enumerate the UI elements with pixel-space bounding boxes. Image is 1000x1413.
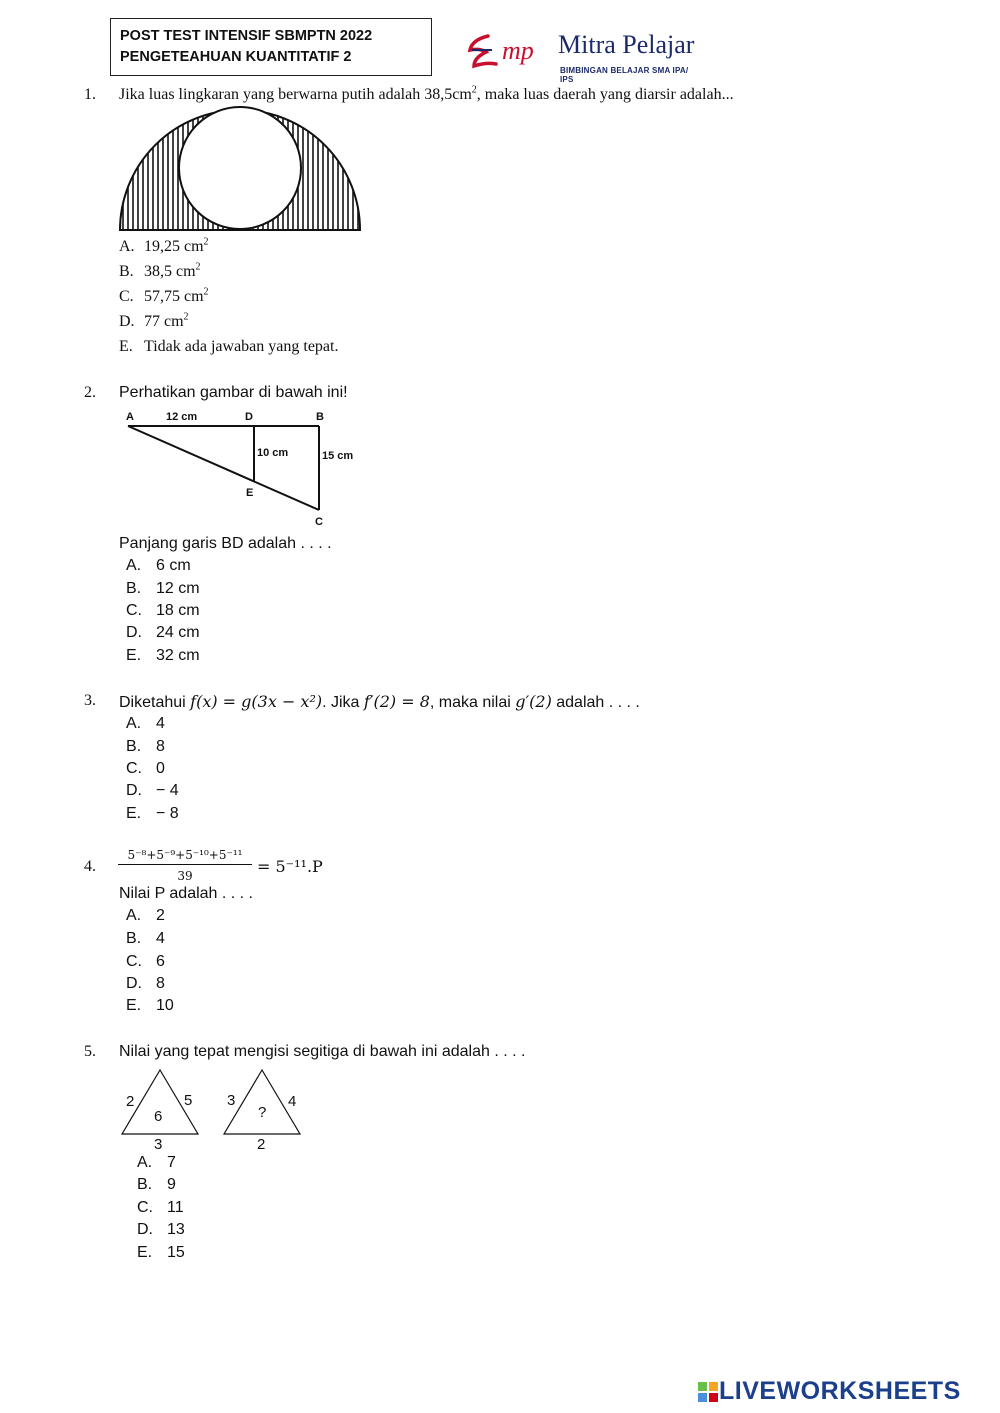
question-2-option-e[interactable] (126, 647, 200, 665)
question-2-prompt: Panjang garis BD adalah . . . . (119, 535, 332, 552)
question-4-option-c[interactable] (126, 953, 165, 971)
question-1-option-c[interactable] (119, 288, 209, 306)
option-letter: D. (137, 1221, 153, 1238)
question-3-option-e[interactable] (126, 805, 179, 823)
label-e: E (246, 487, 254, 499)
header-title-box (110, 18, 432, 76)
option-value: 11 (167, 1199, 184, 1216)
option-letter: A. (126, 557, 142, 574)
question-3-maka: , maka nilai (429, 694, 516, 711)
option-value: 6 (156, 953, 165, 970)
option-letter: E. (126, 997, 142, 1014)
logo-monogram: mp (502, 36, 534, 65)
triangle-1-right: 5 (184, 1092, 193, 1109)
option-letter: B. (126, 580, 142, 597)
logo-subtitle: BIMBINGAN BELAJAR SMA IPA/ IPS (560, 66, 689, 84)
option-letter: D. (126, 975, 142, 992)
option-value: 13 (167, 1221, 185, 1238)
question-2-option-c[interactable] (126, 602, 200, 620)
fraction-denominator: 39 (177, 869, 193, 883)
question-3-expr-fprime: f′(2) = 8 (363, 692, 430, 711)
option-letter: E. (126, 647, 142, 664)
option-value: 7 (167, 1154, 176, 1171)
question-3-expr-f: f(x) = g(3x − x²) (190, 692, 323, 711)
triangle-1-center: 6 (154, 1108, 163, 1125)
triangle-1-left: 2 (126, 1093, 135, 1110)
option-value: 19,25 cm (144, 238, 204, 255)
option-value: 0 (156, 760, 165, 777)
option-letter: E. (137, 1244, 153, 1261)
question-3-option-c[interactable] (126, 760, 165, 778)
option-letter: D. (126, 782, 142, 799)
option-sup: 2 (203, 236, 209, 248)
option-value: 8 (156, 738, 165, 755)
question-5-option-c[interactable] (137, 1199, 184, 1217)
option-value: 15 (167, 1244, 185, 1261)
question-1-number: 1. (84, 86, 96, 103)
option-value: 12 cm (156, 580, 200, 597)
option-letter: C. (119, 288, 134, 305)
option-letter: B. (126, 738, 142, 755)
option-value: 4 (156, 715, 165, 732)
option-letter: A. (137, 1154, 153, 1171)
question-1-option-b[interactable] (119, 263, 201, 281)
option-value: 38,5 cm (144, 263, 196, 280)
option-value: 2 (156, 907, 165, 924)
question-3-jika: . Jika (322, 694, 364, 711)
option-letter: E. (119, 338, 133, 355)
question-1-option-e[interactable] (119, 338, 338, 356)
option-value: 8 (156, 975, 165, 992)
question-2-option-d[interactable] (126, 624, 200, 642)
question-4-option-b[interactable] (126, 930, 165, 948)
triangle-1-bottom: 3 (154, 1136, 163, 1153)
liveworksheets-logo-icon (697, 1381, 719, 1403)
logo-brand-name: Mitra Pelajar (558, 30, 695, 59)
white-circle (179, 107, 301, 229)
option-letter: E. (126, 805, 142, 822)
question-3-number: 3. (84, 692, 96, 709)
option-value: Tidak ada jawaban yang tepat. (144, 338, 339, 355)
label-de-length: 10 cm (257, 447, 289, 459)
triangle-2-left: 3 (227, 1092, 236, 1109)
header-title-line2: PENGETEAHUAN KUANTITATIF 2 (120, 49, 352, 65)
label-c: C (315, 516, 323, 528)
question-1-option-a[interactable] (119, 238, 209, 256)
question-3-option-b[interactable] (126, 738, 165, 756)
option-value: 57,75 cm (144, 288, 204, 305)
triangle-similarity-figure (118, 404, 368, 532)
liveworksheets-brand: LIVEWORKSHEETS (719, 1377, 961, 1405)
triangle-2-right: 4 (288, 1093, 297, 1110)
option-sup: 2 (203, 286, 209, 298)
semicircle-hatched-figure (116, 104, 366, 234)
question-2-text: Perhatikan gambar di bawah ini! (119, 384, 348, 401)
option-value: 10 (156, 997, 174, 1014)
question-1-text-main: Jika luas lingkaran yang berwarna putih adalah 38,5cm (119, 86, 472, 103)
option-letter: D. (119, 313, 135, 330)
question-5-option-a[interactable] (137, 1154, 176, 1172)
option-letter: B. (137, 1176, 153, 1193)
question-5-option-b[interactable] (137, 1176, 176, 1194)
option-letter: D. (126, 624, 142, 641)
question-1-option-d[interactable] (119, 313, 189, 331)
option-value: 77 cm (144, 313, 184, 330)
option-letter: C. (126, 602, 142, 619)
question-4-option-d[interactable] (126, 975, 165, 993)
question-4-rhs: = 5⁻¹¹.P (257, 857, 323, 876)
liveworksheets-footer (697, 1377, 997, 1409)
option-value: 9 (167, 1176, 176, 1193)
option-letter: C. (126, 953, 142, 970)
question-2-option-a[interactable] (126, 557, 191, 575)
label-ad-length: 12 cm (166, 411, 198, 423)
question-3-option-d[interactable] (126, 782, 179, 800)
question-4-fraction (118, 848, 252, 883)
option-value: 24 cm (156, 624, 200, 641)
question-5-option-e[interactable] (137, 1244, 185, 1262)
label-a: A (126, 411, 134, 423)
question-5-option-d[interactable] (137, 1221, 185, 1239)
option-sup: 2 (195, 261, 201, 273)
triangle-2-center: ? (258, 1104, 267, 1121)
question-5-text: Nilai yang tepat mengisi segitiga di bawah ini adalah . . . . (119, 1043, 526, 1060)
option-letter: B. (119, 263, 134, 280)
option-letter: A. (119, 238, 135, 255)
option-value: 4 (156, 930, 165, 947)
question-4-option-e[interactable] (126, 997, 174, 1015)
question-2-number: 2. (84, 384, 96, 401)
option-letter: A. (126, 907, 142, 924)
question-3-expr-gprime: g′(2) (515, 692, 552, 711)
question-3-text (119, 692, 640, 712)
fraction-numerator: 5⁻⁸+5⁻⁹+5⁻¹⁰+5⁻¹¹ (118, 848, 252, 865)
mitra-pelajar-logo (466, 26, 696, 84)
question-5-number: 5. (84, 1043, 96, 1060)
question-4-number: 4. (84, 858, 96, 875)
question-2-option-b[interactable] (126, 580, 200, 598)
question-1-text (119, 86, 734, 104)
question-4-prompt: Nilai P adalah . . . . (119, 885, 253, 902)
option-letter: A. (126, 715, 142, 732)
label-d: D (245, 411, 253, 423)
label-bc-length: 15 cm (322, 450, 354, 462)
question-4-option-a[interactable] (126, 907, 165, 925)
option-value: 32 cm (156, 647, 200, 664)
option-value: − 8 (156, 805, 179, 822)
option-letter: C. (126, 760, 142, 777)
question-3-diketahui: Diketahui (119, 694, 191, 711)
option-value: − 4 (156, 782, 179, 799)
question-1-text-end: , maka luas daerah yang diarsir adalah... (476, 86, 734, 103)
option-value: 18 cm (156, 602, 200, 619)
question-3-end: adalah . . . . (551, 694, 640, 711)
triangle-2-bottom: 2 (257, 1136, 266, 1153)
option-letter: C. (137, 1199, 153, 1216)
option-value: 6 cm (156, 557, 191, 574)
number-triangles-figure (116, 1066, 316, 1154)
option-sup: 2 (183, 311, 189, 323)
header-title-line1: POST TEST INTENSIF SBMPTN 2022 (120, 28, 373, 44)
label-b: B (316, 411, 324, 423)
question-1-text-sup: 2 (471, 84, 477, 96)
question-3-option-a[interactable] (126, 715, 165, 733)
option-letter: B. (126, 930, 142, 947)
